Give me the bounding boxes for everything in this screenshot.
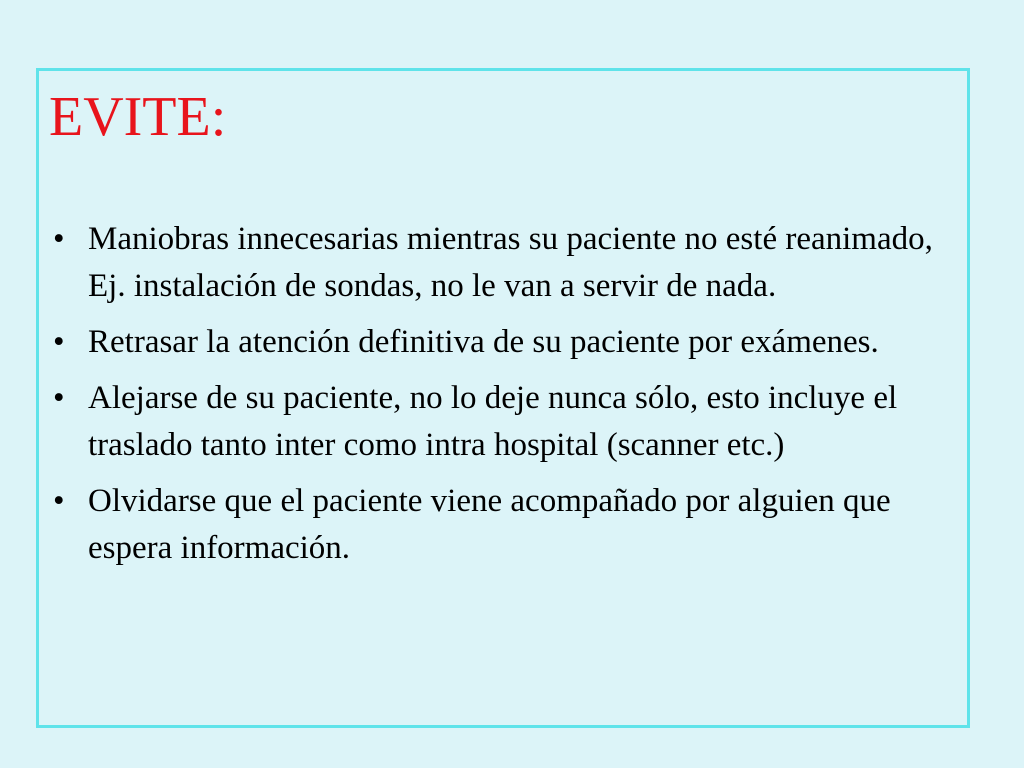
bullet-list <box>49 216 959 581</box>
bullet-text: Alejarse de su paciente, no lo deje nunca sólo, esto incluye el traslado tanto inter como intra hospital (scanner etc.) <box>88 380 898 463</box>
slide-frame <box>36 68 970 728</box>
list-item <box>49 216 959 310</box>
bullet-icon: • <box>53 324 65 360</box>
list-item <box>49 375 959 469</box>
bullet-icon: • <box>53 380 65 416</box>
list-item <box>49 478 959 572</box>
bullet-text: Maniobras innecesarias mientras su paciente no esté reanimado, Ej. instalación de sondas, no le van a servir de nada. <box>88 221 933 304</box>
slide-title: EVITE: <box>49 86 227 148</box>
bullet-icon: • <box>53 483 65 519</box>
bullet-text: Olvidarse que el paciente viene acompañado por alguien que espera información. <box>88 483 891 566</box>
bullet-icon: • <box>53 221 65 257</box>
list-item <box>49 319 959 366</box>
bullet-text: Retrasar la atención definitiva de su paciente por exámenes. <box>88 324 879 360</box>
